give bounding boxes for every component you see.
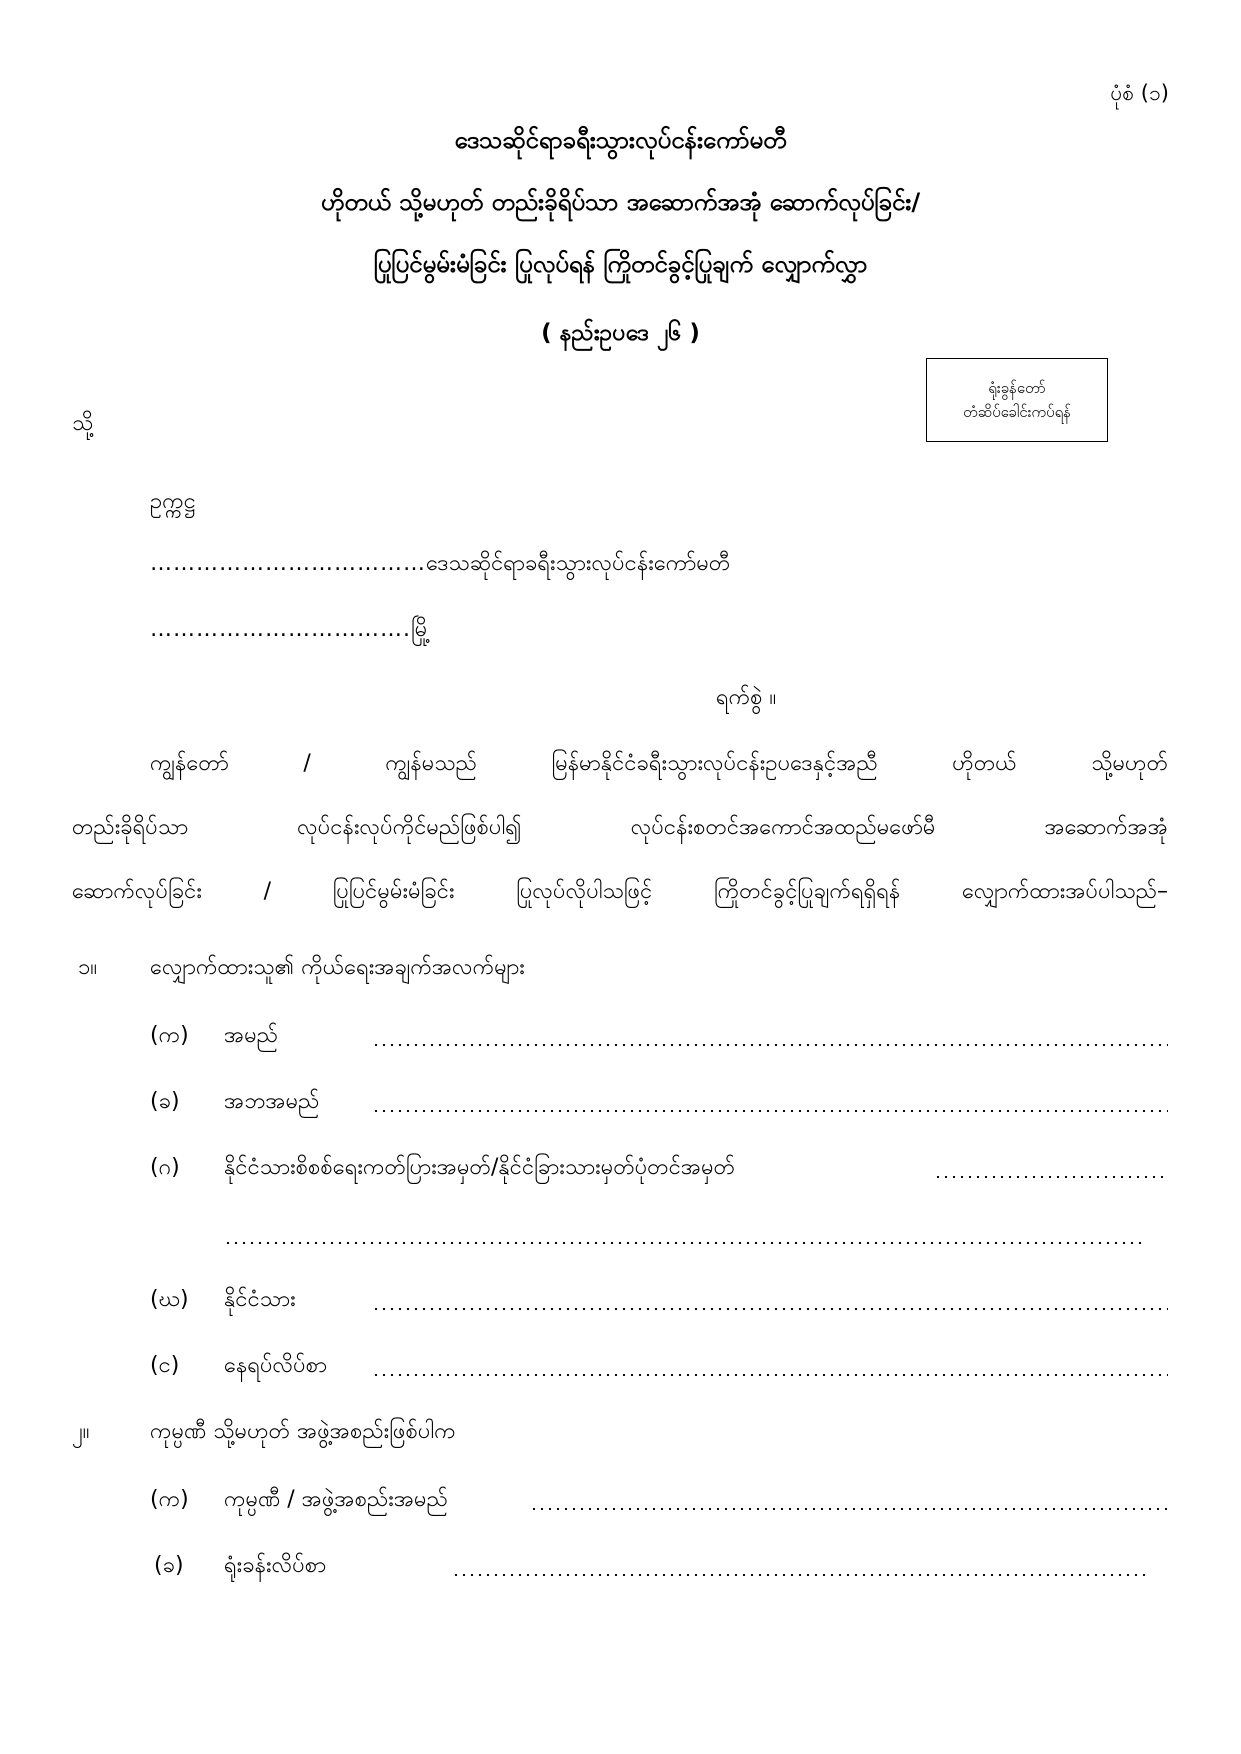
id-number-input-line-2 bbox=[224, 1242, 1144, 1244]
company-name-input-line bbox=[530, 1508, 1168, 1510]
title-permit-application: ပြုပြင်မွမ်းမံခြင်း ပြုလုပ်ရန် ကြိုတင်ခွင့်ပြုချက် လျှောက်လွှာ bbox=[373, 250, 868, 278]
field-key: (က) bbox=[150, 1487, 189, 1512]
form-number: ပုံစံ (၁) bbox=[1110, 81, 1169, 105]
city-label: မြို့ bbox=[411, 617, 431, 642]
date-label: ရက်စွဲ ။ bbox=[716, 685, 777, 710]
field-key: (ခ) bbox=[150, 1089, 180, 1114]
intro-line-1: ကျွန်တော် / ကျွန်မသည် မြန်မာနိုင်ငံခရီးသွားလုပ်ငန်းဥပဒေနှင့်အညီ ဟိုတယ် သို့မဟုတ် bbox=[150, 751, 1168, 776]
id-number-input-line bbox=[934, 1176, 1168, 1178]
stamp-box-line1: ရုံးခွန်တော် bbox=[988, 379, 1046, 397]
addressee-committee-line bbox=[150, 548, 730, 581]
field-key: (ဃ) bbox=[150, 1287, 189, 1312]
father-name-input-line bbox=[372, 1110, 1168, 1112]
field-key: (င) bbox=[150, 1353, 180, 1378]
title-construction: ဟိုတယ် သို့မဟုတ် တည်းခိုရိပ်သာ အဆောက်အအုံ ဆောက်လုပ်ခြင်း/ bbox=[320, 188, 921, 216]
city-blank: ……………………………. bbox=[150, 617, 411, 642]
field-key: (ဂ) bbox=[150, 1155, 180, 1180]
field-label: အမည် bbox=[224, 1023, 279, 1048]
section1-number: ၁။ bbox=[78, 955, 98, 980]
address-input-line bbox=[372, 1374, 1168, 1376]
title-rule-reference: ( နည်းဥပဒေ ၂၆ ) bbox=[541, 320, 700, 346]
section2-number: ၂။ bbox=[72, 1419, 90, 1444]
committee-blank: ……………………………… bbox=[150, 551, 426, 576]
addressee-chair: ဥက္ကဋ္ဌ bbox=[150, 489, 196, 514]
section2-heading: ကုမ္ပဏီ သို့မဟုတ် အဖွဲ့အစည်းဖြစ်ပါက bbox=[150, 1419, 456, 1444]
field-key: (က) bbox=[150, 1023, 189, 1048]
committee-name: ဒေသဆိုင်ရာခရီးသွားလုပ်ငန်းကော်မတီ bbox=[426, 551, 731, 576]
addressee-city-line bbox=[150, 614, 431, 647]
field-label: ရုံးခန်းလိပ်စာ bbox=[224, 1553, 327, 1578]
stamp-box bbox=[926, 358, 1108, 442]
field-label: နိုင်ငံသား bbox=[224, 1287, 296, 1312]
field-label: အဘအမည် bbox=[224, 1089, 320, 1114]
field-label: ကုမ္ပဏီ / အဖွဲ့အစည်းအမည် bbox=[224, 1487, 448, 1512]
intro-line-3: ဆောက်လုပ်ခြင်း / ပြုပြင်မွမ်းမံခြင်း ပြုလုပ်လိုပါသဖြင့် ကြိုတင်ခွင့်ပြုချက်ရရှိရန် လျှောက်ထားအပ်ပါသည်– bbox=[72, 879, 1168, 904]
addressee-to: သို့ bbox=[72, 411, 94, 436]
office-address-input-line bbox=[452, 1574, 1148, 1576]
field-label: နေရပ်လိပ်စာ bbox=[224, 1353, 328, 1378]
section1-heading: လျှောက်ထားသူ၏ ကိုယ်ရေးအချက်အလက်များ bbox=[150, 955, 525, 980]
title-committee: ဒေသဆိုင်ရာခရီးသွားလုပ်ငန်းကော်မတီ bbox=[454, 126, 787, 154]
stamp-box-line2: တံဆိပ်ခေါင်းကပ်ရန် bbox=[963, 403, 1071, 421]
citizenship-input-line bbox=[372, 1308, 1168, 1310]
field-key: (ခ) bbox=[154, 1553, 184, 1578]
intro-line-2: တည်းခိုရိပ်သာ လုပ်ငန်းလုပ်ကိုင်မည်ဖြစ်ပါ၍ လုပ်ငန်းစတင်အကောင်အထည်မဖော်မီ အဆောက်အအုံ bbox=[72, 815, 1168, 840]
name-input-line bbox=[372, 1044, 1168, 1046]
field-label: နိုင်ငံသားစိစစ်ရေးကတ်ပြားအမှတ်/နိုင်ငံခြားသားမှတ်ပုံတင်အမှတ် bbox=[224, 1155, 736, 1180]
